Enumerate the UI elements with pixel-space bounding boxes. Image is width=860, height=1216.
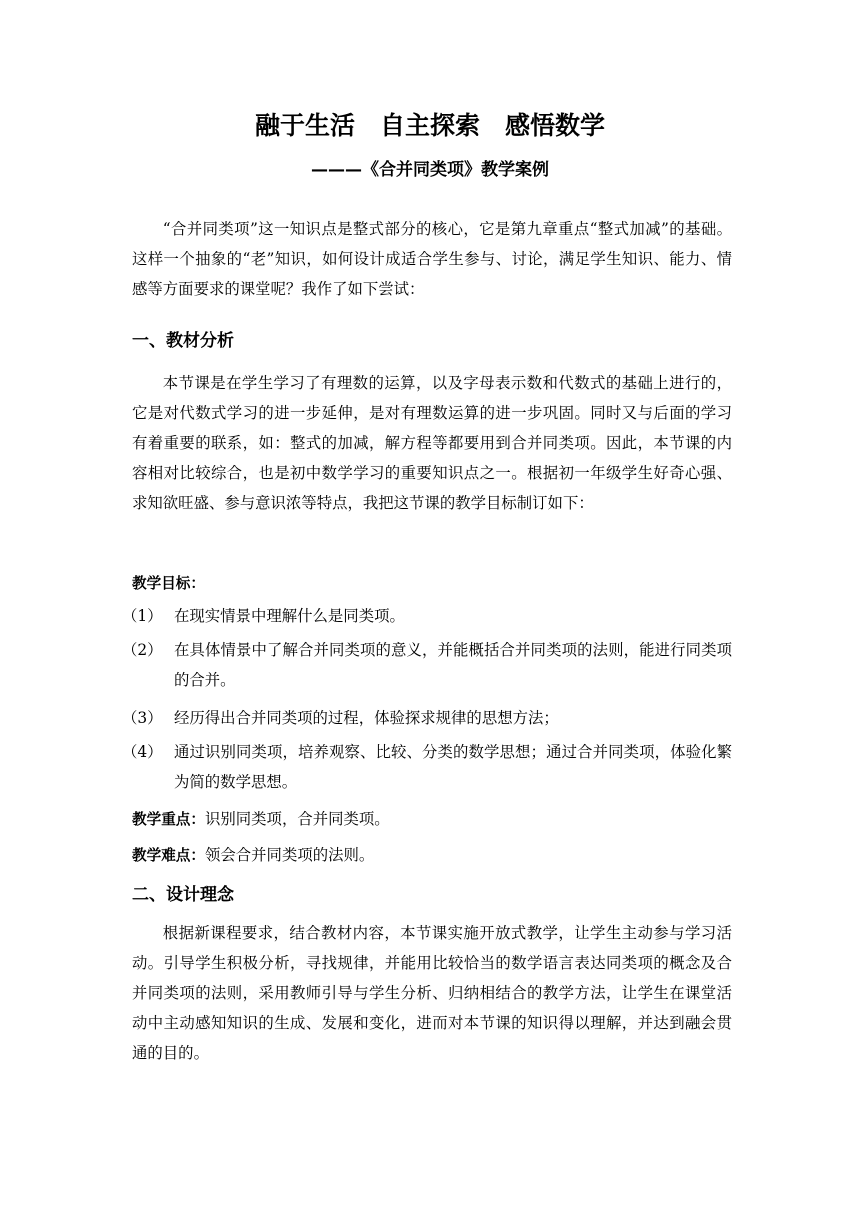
goal-item (122, 635, 732, 695)
section-heading-design-concept: 二、设计理念 (132, 885, 234, 905)
teaching-key-point-text: 识别同类项，合并同类项。 (204, 810, 390, 828)
teaching-difficulty-text: 领会合并同类项的法则。 (204, 846, 375, 864)
goal-number: （1） (122, 607, 163, 625)
section-heading-textbook-analysis: 一、教材分析 (132, 331, 234, 351)
teaching-difficulty-label: 教学难点： (132, 847, 205, 864)
goal-text: 在具体情景中了解合并同类项的意义，并能概括合并同类项的法则，能进行同类项的合并。 (174, 641, 732, 689)
goal-item (122, 703, 732, 733)
teaching-goals-label: 教学目标： (132, 575, 205, 592)
teaching-key-point-label: 教学重点： (132, 811, 205, 828)
goal-text: 在现实情景中理解什么是同类项。 (174, 607, 405, 625)
teaching-goals-label-line (132, 568, 732, 599)
teaching-difficulty-line (132, 840, 732, 871)
goal-number: （3） (122, 709, 163, 727)
goal-item (122, 601, 732, 631)
goal-text: 通过识别同类项，培养观察、比较、分类的数学思想；通过合并同类项，体验化繁为简的数学思想。 (174, 743, 732, 791)
goal-text: 经历得出合并同类项的过程，体验探求规律的思想方法； (174, 709, 559, 727)
document-title: 融于生活 自主探索 感悟数学 (254, 111, 605, 140)
document-subtitle: ———《合并同类项》教学案例 (311, 160, 549, 180)
intro-paragraph: “合并同类项”这一知识点是整式部分的核心，它是第九章重点“整式加减”的基础。这样一个抽象的“老”知识，如何设计成适合学生参与、讨论，满足学生知识、能力、情感等方面要求的课堂呢？我作了如下尝试： (132, 220, 732, 298)
textbook-analysis-paragraph: 本节课是在学生学习了有理数的运算，以及字母表示数和代数式的基础上进行的，它是对代数式学习的进一步延伸，是对有理数运算的进一步巩固。同时又与后面的学习有着重要的联系，如：整式的加减，解方程等都要用到合并同类项。因此，本节课的内容相对比较综合，也是初中数学学习的重要知识点之一。根据初一年级学生好奇心强、求知欲旺盛、参与意识浓等特点，我把这节课的教学目标制订如下： (132, 374, 732, 512)
goal-number: （4） (122, 743, 163, 761)
design-concept-paragraph: 根据新课程要求，结合教材内容，本节课实施开放式教学，让学生主动参与学习活动。引导学生积极分析，寻找规律，并能用比较恰当的数学语言表达同类项的概念及合并同类项的法则，采用教师引导与学生分析、归纳相结合的教学方法，让学生在课堂活动中主动感知知识的生成、发展和变化，进而对本节课的知识得以理解，并达到融会贯通的目的。 (132, 924, 732, 1062)
teaching-key-point-line (132, 804, 732, 835)
goal-item (122, 737, 732, 797)
goal-number: （2） (122, 641, 163, 659)
